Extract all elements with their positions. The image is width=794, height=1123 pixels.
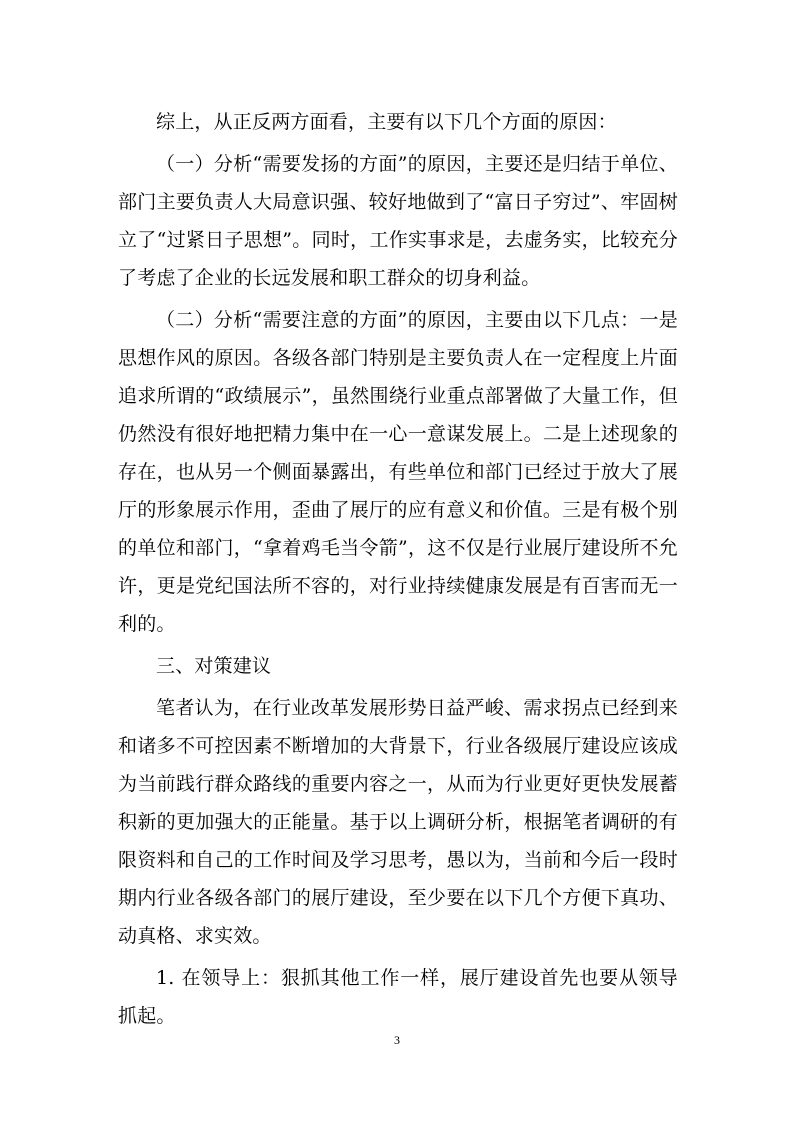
page-number: 3: [394, 1033, 400, 1047]
recommendation-paragraph: 笔者认为，在行业改革发展形势日益严峻、需求拐点已经到来和诸多不可控因素不断增加的大背景下，行业各级展厅建设应该成为当前践行群众路线的重要内容之一，从而为行业更好更快发展蓄积新的更加强大的正能量。基于以上调研分析，根据笔者调研的有限资料和自己的工作时间及学习思考，愚以为，当前和今后一段时期内行业各级各部门的展厅建设，至少要在以下几个方便下真功、动真格、求实效。: [118, 697, 678, 947]
analysis-positive-paragraph: （一）分析“需要发扬的方面”的原因，主要还是归结于单位、部门主要负责人大局意识强、较好地做到了“富日子穷过”、牢固树立了“过紧日子思想”。同时，工作实事求是，去虚务实，比较充分了考虑了企业的长远发展和职工群众的切身利益。: [118, 153, 678, 289]
section-heading: 三、对策建议: [156, 655, 272, 677]
document-body: [118, 103, 678, 1035]
leadership-paragraph: 1. 在领导上：狠抓其他工作一样，展厅建设首先也要从领导抓起。: [118, 967, 678, 1027]
summary-paragraph: 综上，从正反两方面看，主要有以下几个方面的原因：: [156, 111, 617, 133]
analysis-caution-paragraph: （二）分析“需要注意的方面”的原因，主要由以下几点：一是思想作风的原因。各级各部门特别是主要负责人在一定程度上片面追求所谓的“政绩展示”，虽然围绕行业重点部署做了大量工作，但仍然没有很好地把精力集中在一心一意谋发展上。二是上述现象的存在，也从另一个侧面暴露出，有些单位和部门已经过于放大了展厅的形象展示作用，歪曲了展厅的应有意义和价值。三是有极个别的单位和部门，“拿着鸡毛当令箭”，这不仅是行业展厅建设所不允许，更是党纪国法所不容的，对行业持续健康发展是有百害而无一利的。: [118, 309, 678, 635]
